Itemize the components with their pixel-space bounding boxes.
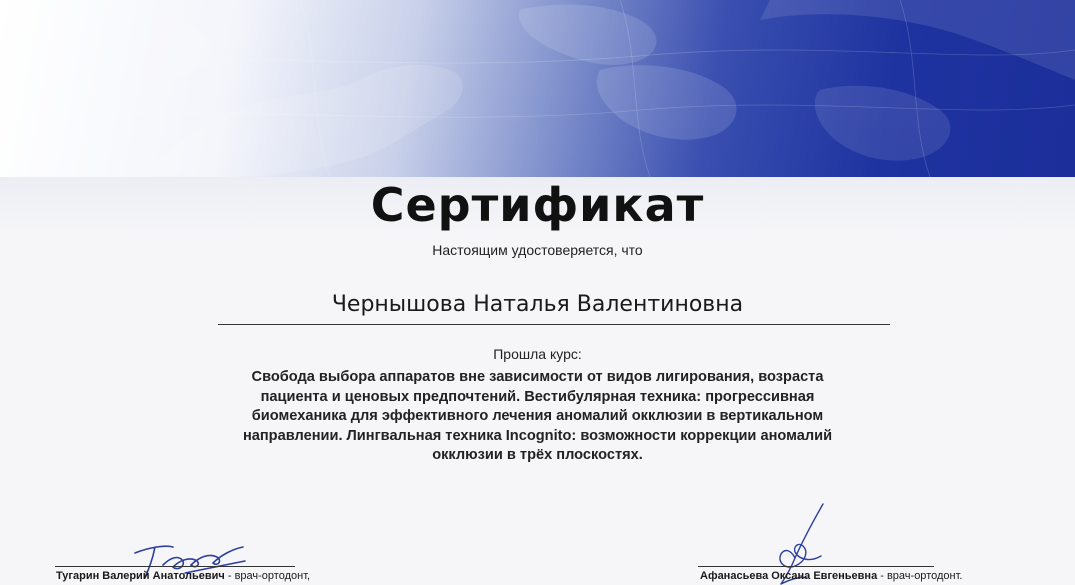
certificate-subtitle: Настоящим удостоверяется, что [432, 242, 643, 258]
signer-right-name: Афанасьева Оксана Евгеньевна [700, 570, 878, 582]
course-label: Прошла курс: [493, 346, 582, 362]
signer-left-role: - врач-ортодонт, [224, 570, 311, 582]
header-banner [0, 0, 1075, 177]
signer-right [700, 570, 962, 582]
signature-line-right [698, 566, 934, 567]
signer-left [56, 570, 310, 582]
name-underline [218, 324, 890, 325]
world-map-graphic [0, 0, 1075, 177]
course-description: Свобода выбора аппаратов вне зависимости от видов лигирования, возраста пациента и ценовых предпочтений. Вестибулярная техника: прогрессивная биомеханика для эффективного лечения аномалий окклюзии в вертикальном направлении. Лингвальная техника Incognito: возможности коррекции аномалий окклюзии в трёх плоскостях. [242, 369, 833, 463]
certificate-title: Сертификат [370, 178, 705, 232]
signature-line-left [55, 566, 295, 567]
signer-right-role: - врач-ортодонт. [877, 570, 963, 582]
signer-left-name: Тугарин Валерий Анатольевич [56, 570, 225, 582]
recipient-name: Чернышова Наталья Валентиновна [331, 292, 744, 317]
